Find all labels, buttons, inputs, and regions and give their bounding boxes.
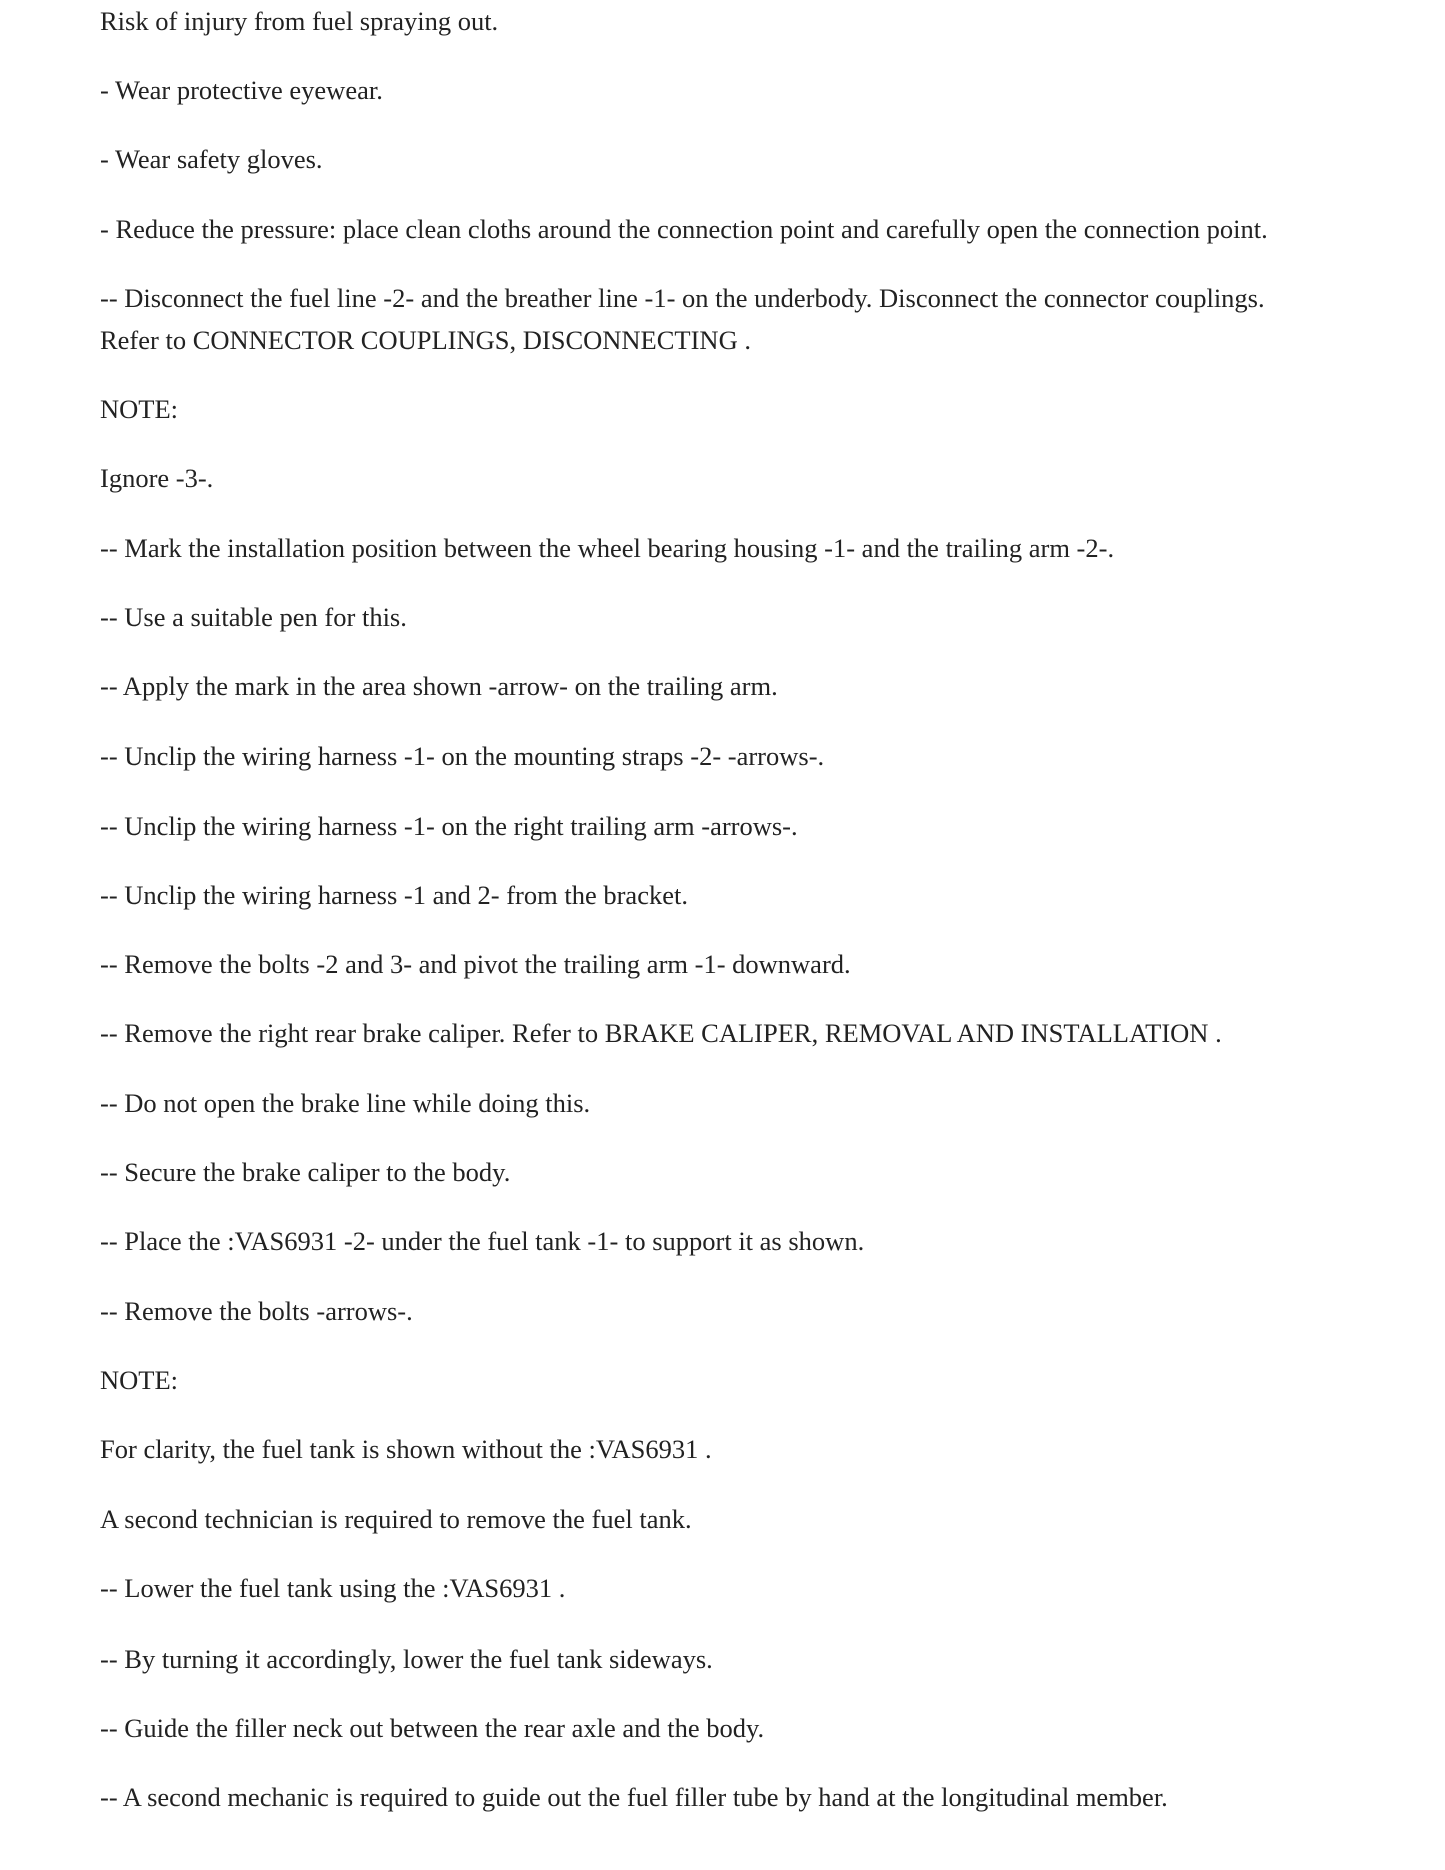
paragraph-second-mechanic: -- A second mechanic is required to guide out the fuel filler tube by hand at the longitudinal member. <box>100 1782 1168 1812</box>
paragraph-unclip-trailing-arm: -- Unclip the wiring harness -1- on the right trailing arm -arrows-. <box>100 811 798 841</box>
paragraph-lower-tank: -- Lower the fuel tank using the :VAS6931 . <box>100 1573 566 1603</box>
paragraph-note-heading: NOTE: <box>100 394 179 424</box>
paragraph-clarity: For clarity, the fuel tank is shown without the :VAS6931 . <box>100 1434 712 1464</box>
paragraph-unclip-straps: -- Unclip the wiring harness -1- on the mounting straps -2- -arrows-. <box>100 741 825 771</box>
paragraph-use-pen: -- Use a suitable pen for this. <box>100 602 407 632</box>
paragraph-eyewear: - Wear protective eyewear. <box>100 75 383 105</box>
paragraph-remove-bolts-arrows: -- Remove the bolts -arrows-. <box>100 1296 413 1326</box>
paragraph-note-heading-2: NOTE: <box>100 1365 179 1395</box>
paragraph-guide-filler-neck: -- Guide the filler neck out between the rear axle and the body. <box>100 1713 765 1743</box>
paragraph-warning: Risk of injury from fuel spraying out. <box>100 6 499 36</box>
paragraph-gloves: - Wear safety gloves. <box>100 144 323 174</box>
paragraph-disconnect-lines: -- Disconnect the fuel line -2- and the breather line -1- on the underbody. Disconnect the connector couplings. <box>100 283 1265 313</box>
paragraph-secure-caliper: -- Secure the brake caliper to the body. <box>100 1157 511 1187</box>
paragraph-remove-bolts: -- Remove the bolts -2 and 3- and pivot the trailing arm -1- downward. <box>100 949 851 979</box>
paragraph-reduce-pressure: - Reduce the pressure: place clean cloths around the connection point and carefully open the connection point. <box>100 214 1268 244</box>
paragraph-turn-sideways: -- By turning it accordingly, lower the fuel tank sideways. <box>100 1644 713 1674</box>
paragraph-refer-connector: Refer to CONNECTOR COUPLINGS, DISCONNECTING . <box>100 325 751 355</box>
paragraph-mark-position: -- Mark the installation position between the wheel bearing housing -1- and the trailing arm -2-. <box>100 533 1115 563</box>
paragraph-place-support: -- Place the :VAS6931 -2- under the fuel tank -1- to support it as shown. <box>100 1226 865 1256</box>
paragraph-remove-caliper: -- Remove the right rear brake caliper. Refer to BRAKE CALIPER, REMOVAL AND INSTALLATION . <box>100 1018 1222 1048</box>
paragraph-ignore: Ignore -3-. <box>100 463 214 493</box>
paragraph-apply-mark: -- Apply the mark in the area shown -arrow- on the trailing arm. <box>100 671 778 701</box>
paragraph-brake-line: -- Do not open the brake line while doing this. <box>100 1088 591 1118</box>
paragraph-second-technician: A second technician is required to remove the fuel tank. <box>100 1504 692 1534</box>
paragraph-unclip-bracket: -- Unclip the wiring harness -1 and 2- from the bracket. <box>100 880 688 910</box>
